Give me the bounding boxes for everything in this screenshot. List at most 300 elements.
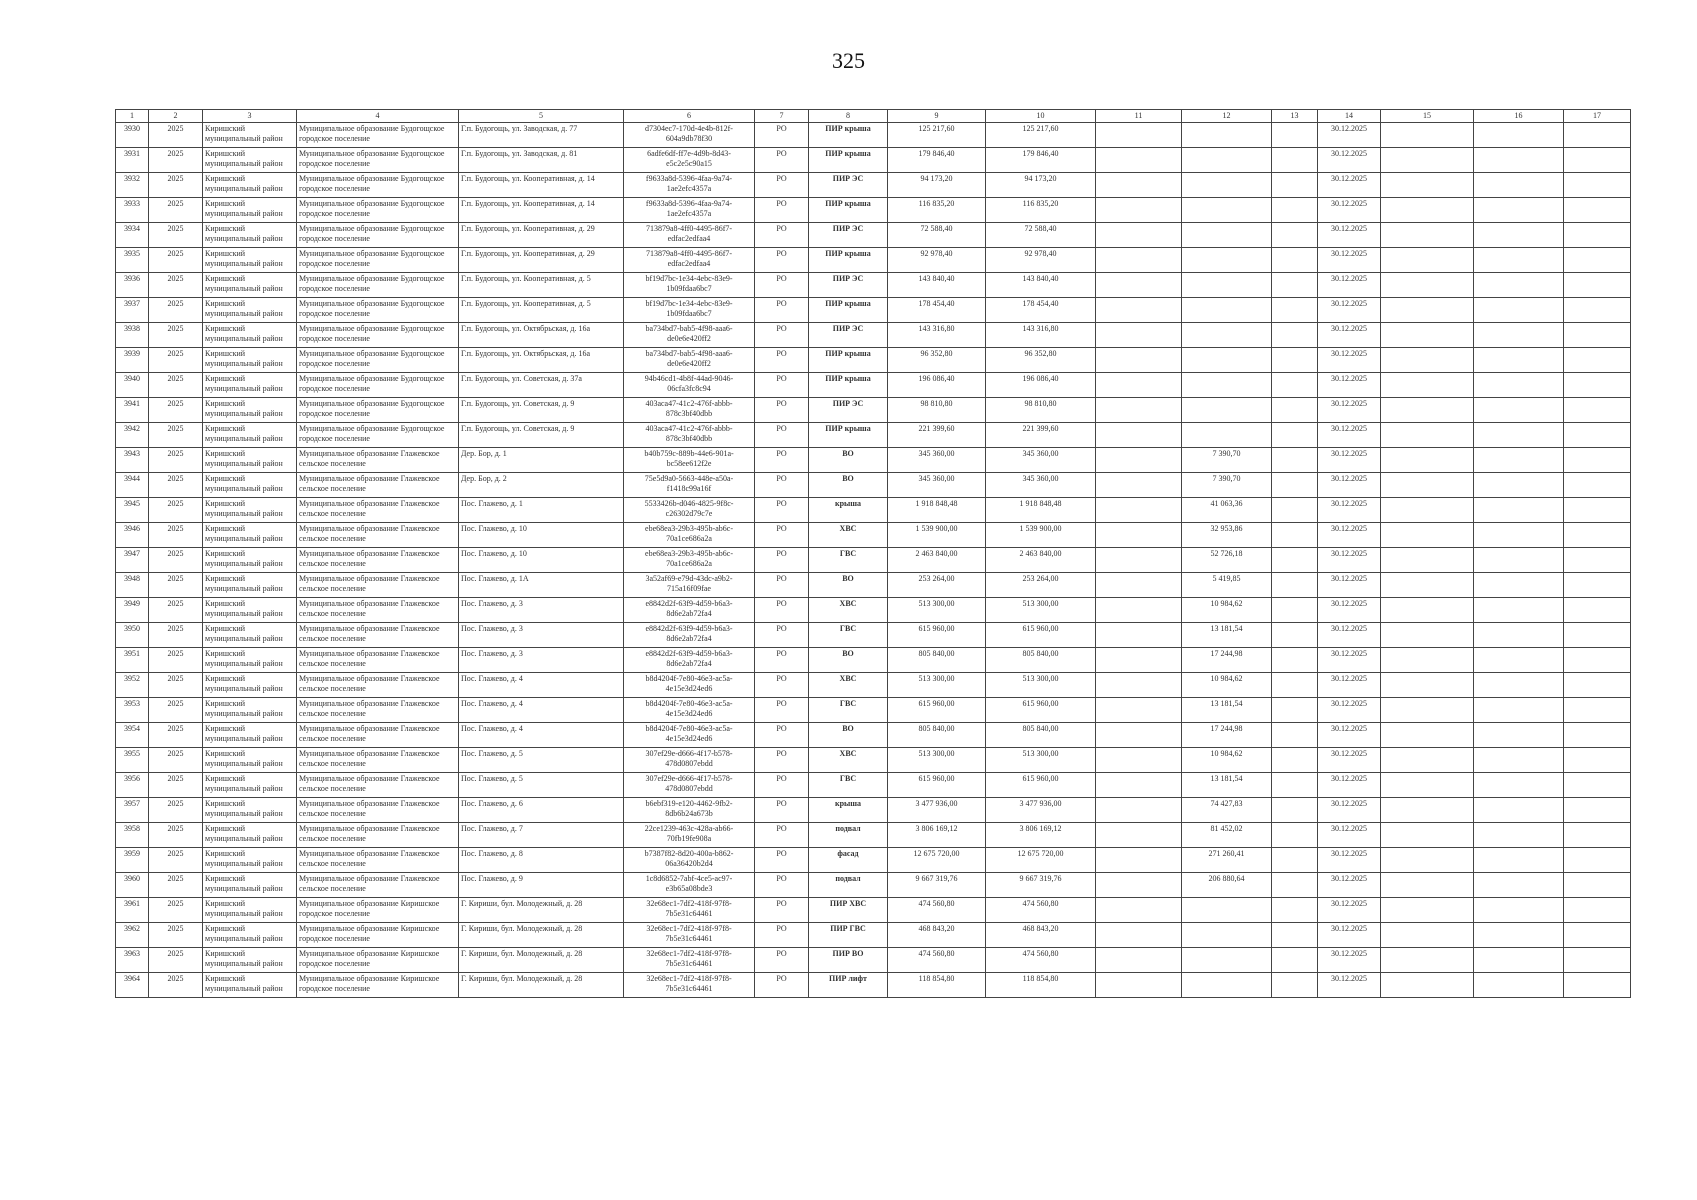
cell-address: Г.п. Будогощь, ул. Кооперативная, д. 29 xyxy=(459,248,624,273)
cell-cost-total: 92 978,40 xyxy=(888,248,986,273)
cell-year: 2025 xyxy=(149,498,203,523)
cell-col-13 xyxy=(1272,123,1318,148)
cell-col-15 xyxy=(1381,348,1474,373)
cell-col-17 xyxy=(1564,248,1631,273)
cell-col-13 xyxy=(1272,423,1318,448)
cell-col-12 xyxy=(1182,273,1272,298)
cell-col-11 xyxy=(1096,323,1182,348)
cell-col-11 xyxy=(1096,523,1182,548)
cell-cost-total: 615 960,00 xyxy=(888,623,986,648)
cell-address: Г.п. Будогощь, ул. Кооперативная, д. 5 xyxy=(459,273,624,298)
cell-col-13 xyxy=(1272,173,1318,198)
cell-col-12: 10 984,62 xyxy=(1182,748,1272,773)
cell-col-12: 74 427,83 xyxy=(1182,798,1272,823)
table-row xyxy=(116,123,1631,148)
cell-year: 2025 xyxy=(149,373,203,398)
cell-row-number: 3930 xyxy=(116,123,149,148)
cell-work-type: ГВС xyxy=(809,698,888,723)
cell-col-11 xyxy=(1096,598,1182,623)
cell-col-17 xyxy=(1564,398,1631,423)
cell-col-12 xyxy=(1182,923,1272,948)
table-row xyxy=(116,748,1631,773)
cell-program-type: РО xyxy=(755,348,809,373)
cell-house-guid: e8842d2f-63f9-4d59-b6a3-8d6e2ab72fa4 xyxy=(624,648,755,673)
cell-cost-fund: 345 360,00 xyxy=(986,448,1096,473)
cell-col-15 xyxy=(1381,823,1474,848)
cell-municipality: Муниципальное образование Глажевское сельское поселение xyxy=(297,598,459,623)
cell-col-15 xyxy=(1381,398,1474,423)
cell-cost-fund: 92 978,40 xyxy=(986,248,1096,273)
cell-municipality: Муниципальное образование Глажевское сельское поселение xyxy=(297,848,459,873)
cell-col-12: 13 181,54 xyxy=(1182,623,1272,648)
cell-address: Г.п. Будогощь, ул. Заводская, д. 77 xyxy=(459,123,624,148)
cell-col-17 xyxy=(1564,423,1631,448)
column-header-14: 14 xyxy=(1318,110,1381,123)
cell-work-type: ВО xyxy=(809,473,888,498)
cell-col-17 xyxy=(1564,573,1631,598)
cell-col-12: 10 984,62 xyxy=(1182,673,1272,698)
cell-col-13 xyxy=(1272,223,1318,248)
cell-district: Киришский муниципальный район xyxy=(203,948,297,973)
cell-house-guid: b8d4204f-7e80-46e3-ac5a-4e15e3d24ed6 xyxy=(624,723,755,748)
cell-col-12: 5 419,85 xyxy=(1182,573,1272,598)
cell-house-guid: 75e5d9a0-5663-448e-a50a-f1418c99a16f xyxy=(624,473,755,498)
cell-deadline-date: 30.12.2025 xyxy=(1318,123,1381,148)
cell-col-13 xyxy=(1272,873,1318,898)
cell-year: 2025 xyxy=(149,598,203,623)
cell-cost-total: 805 840,00 xyxy=(888,648,986,673)
cell-work-type: ПИР крыша xyxy=(809,348,888,373)
cell-row-number: 3932 xyxy=(116,173,149,198)
cell-col-11 xyxy=(1096,698,1182,723)
cell-district: Киришский муниципальный район xyxy=(203,798,297,823)
cell-district: Киришский муниципальный район xyxy=(203,523,297,548)
cell-district: Киришский муниципальный район xyxy=(203,348,297,373)
cell-year: 2025 xyxy=(149,573,203,598)
cell-work-type: ПИР крыша xyxy=(809,248,888,273)
cell-municipality: Муниципальное образование Киришское городское поселение xyxy=(297,948,459,973)
cell-col-12: 7 390,70 xyxy=(1182,473,1272,498)
cell-municipality: Муниципальное образование Глажевское сельское поселение xyxy=(297,873,459,898)
cell-work-type: ВО xyxy=(809,573,888,598)
cell-col-11 xyxy=(1096,173,1182,198)
cell-address: Г.п. Будогощь, ул. Заводская, д. 81 xyxy=(459,148,624,173)
cell-col-11 xyxy=(1096,923,1182,948)
cell-work-type: ГВС xyxy=(809,773,888,798)
cell-row-number: 3954 xyxy=(116,723,149,748)
cell-col-17 xyxy=(1564,373,1631,398)
table-row xyxy=(116,798,1631,823)
cell-deadline-date: 30.12.2025 xyxy=(1318,473,1381,498)
cell-col-16 xyxy=(1474,848,1564,873)
cell-cost-total: 474 560,80 xyxy=(888,898,986,923)
cell-col-16 xyxy=(1474,948,1564,973)
cell-col-15 xyxy=(1381,848,1474,873)
cell-address: Пос. Глажево, д. 10 xyxy=(459,548,624,573)
table-row xyxy=(116,823,1631,848)
cell-col-12: 7 390,70 xyxy=(1182,448,1272,473)
cell-cost-fund: 3 806 169,12 xyxy=(986,823,1096,848)
cell-col-12 xyxy=(1182,348,1272,373)
table-row xyxy=(116,523,1631,548)
cell-col-17 xyxy=(1564,448,1631,473)
cell-col-15 xyxy=(1381,598,1474,623)
cell-municipality: Муниципальное образование Глажевское сельское поселение xyxy=(297,648,459,673)
cell-address: Г. Кириши, бул. Молодежный, д. 28 xyxy=(459,923,624,948)
cell-house-guid: b8d4204f-7e80-46e3-ac5a-4e15e3d24ed6 xyxy=(624,698,755,723)
cell-deadline-date: 30.12.2025 xyxy=(1318,623,1381,648)
cell-deadline-date: 30.12.2025 xyxy=(1318,273,1381,298)
table-row xyxy=(116,773,1631,798)
cell-year: 2025 xyxy=(149,648,203,673)
table-row xyxy=(116,348,1631,373)
cell-cost-total: 615 960,00 xyxy=(888,698,986,723)
cell-program-type: РО xyxy=(755,123,809,148)
cell-cost-fund: 474 560,80 xyxy=(986,898,1096,923)
cell-col-16 xyxy=(1474,498,1564,523)
cell-district: Киришский муниципальный район xyxy=(203,898,297,923)
cell-col-16 xyxy=(1474,123,1564,148)
cell-cost-total: 468 843,20 xyxy=(888,923,986,948)
cell-cost-total: 116 835,20 xyxy=(888,198,986,223)
cell-work-type: крыша xyxy=(809,798,888,823)
cell-col-11 xyxy=(1096,873,1182,898)
cell-work-type: ГВС xyxy=(809,623,888,648)
table-row xyxy=(116,673,1631,698)
column-header-1: 1 xyxy=(116,110,149,123)
cell-col-16 xyxy=(1474,348,1564,373)
cell-house-guid: b8d4204f-7e80-46e3-ac5a-4e15e3d24ed6 xyxy=(624,673,755,698)
cell-work-type: крыша xyxy=(809,498,888,523)
cell-house-guid: bf19d7bc-1e34-4ebc-83e9-1b09fdaa6bc7 xyxy=(624,273,755,298)
cell-col-13 xyxy=(1272,398,1318,423)
cell-col-13 xyxy=(1272,448,1318,473)
cell-col-15 xyxy=(1381,248,1474,273)
table-row xyxy=(116,223,1631,248)
cell-col-12 xyxy=(1182,173,1272,198)
cell-house-guid: e8842d2f-63f9-4d59-b6a3-8d6e2ab72fa4 xyxy=(624,598,755,623)
cell-house-guid: 32e68ec1-7df2-418f-97f8-7b5e31c64461 xyxy=(624,898,755,923)
cell-district: Киришский муниципальный район xyxy=(203,398,297,423)
cell-col-11 xyxy=(1096,648,1182,673)
cell-col-12: 52 726,18 xyxy=(1182,548,1272,573)
cell-deadline-date: 30.12.2025 xyxy=(1318,798,1381,823)
cell-row-number: 3956 xyxy=(116,773,149,798)
cell-col-17 xyxy=(1564,598,1631,623)
cell-col-11 xyxy=(1096,398,1182,423)
cell-col-17 xyxy=(1564,473,1631,498)
cell-district: Киришский муниципальный район xyxy=(203,223,297,248)
cell-house-guid: 403aca47-41c2-476f-abbb-878c3bf40dbb xyxy=(624,423,755,448)
cell-cost-total: 98 810,80 xyxy=(888,398,986,423)
cell-row-number: 3933 xyxy=(116,198,149,223)
column-header-15: 15 xyxy=(1381,110,1474,123)
cell-col-15 xyxy=(1381,123,1474,148)
cell-address: Пос. Глажево, д. 1А xyxy=(459,573,624,598)
cell-year: 2025 xyxy=(149,673,203,698)
cell-row-number: 3952 xyxy=(116,673,149,698)
cell-municipality: Муниципальное образование Киришское городское поселение xyxy=(297,923,459,948)
cell-row-number: 3934 xyxy=(116,223,149,248)
cell-col-16 xyxy=(1474,723,1564,748)
cell-col-13 xyxy=(1272,698,1318,723)
cell-col-15 xyxy=(1381,473,1474,498)
cell-row-number: 3937 xyxy=(116,298,149,323)
cell-cost-fund: 116 835,20 xyxy=(986,198,1096,223)
cell-row-number: 3936 xyxy=(116,273,149,298)
cell-program-type: РО xyxy=(755,723,809,748)
cell-district: Киришский муниципальный район xyxy=(203,873,297,898)
cell-work-type: ПИР крыша xyxy=(809,198,888,223)
cell-col-11 xyxy=(1096,673,1182,698)
table-row xyxy=(116,548,1631,573)
cell-row-number: 3945 xyxy=(116,498,149,523)
cell-deadline-date: 30.12.2025 xyxy=(1318,148,1381,173)
cell-district: Киришский муниципальный район xyxy=(203,198,297,223)
cell-cost-total: 513 300,00 xyxy=(888,673,986,698)
cell-col-16 xyxy=(1474,523,1564,548)
cell-col-15 xyxy=(1381,798,1474,823)
cell-program-type: РО xyxy=(755,748,809,773)
cell-cost-fund: 474 560,80 xyxy=(986,948,1096,973)
cell-program-type: РО xyxy=(755,948,809,973)
cell-row-number: 3939 xyxy=(116,348,149,373)
cell-row-number: 3959 xyxy=(116,848,149,873)
table-row xyxy=(116,873,1631,898)
cell-municipality: Муниципальное образование Будогощское городское поселение xyxy=(297,173,459,198)
table-row xyxy=(116,198,1631,223)
cell-municipality: Муниципальное образование Будогощское городское поселение xyxy=(297,198,459,223)
cell-address: Пос. Глажево, д. 5 xyxy=(459,748,624,773)
cell-cost-total: 96 352,80 xyxy=(888,348,986,373)
cell-col-12: 13 181,54 xyxy=(1182,698,1272,723)
cell-district: Киришский муниципальный район xyxy=(203,448,297,473)
cell-program-type: РО xyxy=(755,273,809,298)
cell-col-12 xyxy=(1182,948,1272,973)
cell-cost-fund: 12 675 720,00 xyxy=(986,848,1096,873)
cell-col-17 xyxy=(1564,523,1631,548)
cell-cost-fund: 98 810,80 xyxy=(986,398,1096,423)
cell-col-15 xyxy=(1381,898,1474,923)
cell-work-type: ХВС xyxy=(809,598,888,623)
cell-deadline-date: 30.12.2025 xyxy=(1318,248,1381,273)
cell-address: Г.п. Будогощь, ул. Советская, д. 9 xyxy=(459,423,624,448)
cell-cost-total: 253 264,00 xyxy=(888,573,986,598)
cell-year: 2025 xyxy=(149,223,203,248)
cell-col-16 xyxy=(1474,623,1564,648)
table-row xyxy=(116,423,1631,448)
cell-col-16 xyxy=(1474,973,1564,998)
cell-col-15 xyxy=(1381,698,1474,723)
cell-col-13 xyxy=(1272,573,1318,598)
register-table-body xyxy=(116,123,1631,998)
cell-district: Киришский муниципальный район xyxy=(203,473,297,498)
cell-col-16 xyxy=(1474,823,1564,848)
cell-col-16 xyxy=(1474,398,1564,423)
cell-col-13 xyxy=(1272,773,1318,798)
cell-col-15 xyxy=(1381,973,1474,998)
cell-work-type: ПИР крыша xyxy=(809,423,888,448)
cell-cost-fund: 805 840,00 xyxy=(986,648,1096,673)
cell-col-12 xyxy=(1182,423,1272,448)
cell-year: 2025 xyxy=(149,198,203,223)
cell-col-12: 17 244,98 xyxy=(1182,723,1272,748)
cell-deadline-date: 30.12.2025 xyxy=(1318,323,1381,348)
cell-col-15 xyxy=(1381,523,1474,548)
cell-cost-fund: 615 960,00 xyxy=(986,623,1096,648)
cell-row-number: 3957 xyxy=(116,798,149,823)
cell-col-17 xyxy=(1564,348,1631,373)
cell-year: 2025 xyxy=(149,948,203,973)
cell-col-11 xyxy=(1096,273,1182,298)
cell-col-17 xyxy=(1564,723,1631,748)
cell-col-13 xyxy=(1272,323,1318,348)
cell-deadline-date: 30.12.2025 xyxy=(1318,173,1381,198)
cell-district: Киришский муниципальный район xyxy=(203,373,297,398)
cell-district: Киришский муниципальный район xyxy=(203,323,297,348)
cell-house-guid: 22ce1239-463c-428a-ab66-70fb19fe908a xyxy=(624,823,755,848)
cell-district: Киришский муниципальный район xyxy=(203,548,297,573)
cell-cost-total: 513 300,00 xyxy=(888,748,986,773)
cell-row-number: 3962 xyxy=(116,923,149,948)
cell-deadline-date: 30.12.2025 xyxy=(1318,398,1381,423)
cell-col-13 xyxy=(1272,898,1318,923)
cell-col-13 xyxy=(1272,923,1318,948)
cell-cost-fund: 253 264,00 xyxy=(986,573,1096,598)
cell-cost-total: 474 560,80 xyxy=(888,948,986,973)
cell-program-type: РО xyxy=(755,398,809,423)
column-header-8: 8 xyxy=(809,110,888,123)
cell-cost-total: 3 477 936,00 xyxy=(888,798,986,823)
cell-col-15 xyxy=(1381,448,1474,473)
cell-work-type: ГВС xyxy=(809,548,888,573)
cell-col-11 xyxy=(1096,948,1182,973)
cell-col-11 xyxy=(1096,898,1182,923)
cell-program-type: РО xyxy=(755,248,809,273)
cell-deadline-date: 30.12.2025 xyxy=(1318,298,1381,323)
cell-col-13 xyxy=(1272,473,1318,498)
cell-municipality: Муниципальное образование Глажевское сельское поселение xyxy=(297,798,459,823)
cell-col-11 xyxy=(1096,298,1182,323)
cell-col-17 xyxy=(1564,223,1631,248)
cell-district: Киришский муниципальный район xyxy=(203,148,297,173)
cell-district: Киришский муниципальный район xyxy=(203,648,297,673)
cell-deadline-date: 30.12.2025 xyxy=(1318,948,1381,973)
cell-municipality: Муниципальное образование Глажевское сельское поселение xyxy=(297,573,459,598)
cell-col-12: 41 063,36 xyxy=(1182,498,1272,523)
cell-district: Киришский муниципальный район xyxy=(203,698,297,723)
cell-col-11 xyxy=(1096,448,1182,473)
cell-col-13 xyxy=(1272,798,1318,823)
cell-cost-fund: 178 454,40 xyxy=(986,298,1096,323)
cell-col-16 xyxy=(1474,173,1564,198)
cell-cost-total: 12 675 720,00 xyxy=(888,848,986,873)
table-row xyxy=(116,848,1631,873)
table-row xyxy=(116,323,1631,348)
cell-col-12: 13 181,54 xyxy=(1182,773,1272,798)
cell-col-17 xyxy=(1564,198,1631,223)
cell-col-12 xyxy=(1182,398,1272,423)
cell-municipality: Муниципальное образование Глажевское сельское поселение xyxy=(297,498,459,523)
cell-house-guid: 94b46cd1-4b8f-44ad-9046-06cfa3fc8c94 xyxy=(624,373,755,398)
cell-house-guid: 32e68ec1-7df2-418f-97f8-7b5e31c64461 xyxy=(624,973,755,998)
cell-address: Пос. Глажево, д. 9 xyxy=(459,873,624,898)
cell-col-12: 32 953,86 xyxy=(1182,523,1272,548)
cell-address: Пос. Глажево, д. 1 xyxy=(459,498,624,523)
cell-col-13 xyxy=(1272,973,1318,998)
cell-col-16 xyxy=(1474,548,1564,573)
cell-col-12: 271 260,41 xyxy=(1182,848,1272,873)
cell-program-type: РО xyxy=(755,923,809,948)
cell-address: Пос. Глажево, д. 8 xyxy=(459,848,624,873)
cell-deadline-date: 30.12.2025 xyxy=(1318,223,1381,248)
cell-col-12: 17 244,98 xyxy=(1182,648,1272,673)
cell-col-17 xyxy=(1564,873,1631,898)
cell-col-12 xyxy=(1182,298,1272,323)
cell-program-type: РО xyxy=(755,873,809,898)
cell-address: Пос. Глажево, д. 10 xyxy=(459,523,624,548)
cell-col-12 xyxy=(1182,248,1272,273)
cell-house-guid: 32e68ec1-7df2-418f-97f8-7b5e31c64461 xyxy=(624,948,755,973)
column-header-4: 4 xyxy=(297,110,459,123)
cell-col-13 xyxy=(1272,198,1318,223)
cell-program-type: РО xyxy=(755,648,809,673)
cell-col-16 xyxy=(1474,298,1564,323)
cell-deadline-date: 30.12.2025 xyxy=(1318,348,1381,373)
cell-district: Киришский муниципальный район xyxy=(203,673,297,698)
cell-col-15 xyxy=(1381,548,1474,573)
cell-cost-total: 3 806 169,12 xyxy=(888,823,986,848)
cell-col-12 xyxy=(1182,198,1272,223)
cell-district: Киришский муниципальный район xyxy=(203,423,297,448)
cell-cost-total: 805 840,00 xyxy=(888,723,986,748)
cell-col-17 xyxy=(1564,498,1631,523)
cell-program-type: РО xyxy=(755,323,809,348)
cell-work-type: ПИР ЭС xyxy=(809,323,888,348)
cell-col-17 xyxy=(1564,323,1631,348)
cell-col-13 xyxy=(1272,348,1318,373)
cell-program-type: РО xyxy=(755,173,809,198)
cell-col-17 xyxy=(1564,848,1631,873)
cell-deadline-date: 30.12.2025 xyxy=(1318,673,1381,698)
cell-col-13 xyxy=(1272,673,1318,698)
cell-row-number: 3951 xyxy=(116,648,149,673)
cell-row-number: 3960 xyxy=(116,873,149,898)
cell-address: Пос. Глажево, д. 3 xyxy=(459,623,624,648)
cell-house-guid: ebe68ea3-29b3-495b-ab6c-70a1ce686a2a xyxy=(624,523,755,548)
cell-house-guid: b6ebf319-e120-4462-9fb2-8db6b24a673b xyxy=(624,798,755,823)
cell-house-guid: 32e68ec1-7df2-418f-97f8-7b5e31c64461 xyxy=(624,923,755,948)
cell-municipality: Муниципальное образование Глажевское сельское поселение xyxy=(297,673,459,698)
cell-col-11 xyxy=(1096,223,1182,248)
cell-col-11 xyxy=(1096,423,1182,448)
cell-year: 2025 xyxy=(149,773,203,798)
cell-program-type: РО xyxy=(755,823,809,848)
cell-col-16 xyxy=(1474,673,1564,698)
cell-col-13 xyxy=(1272,248,1318,273)
cell-program-type: РО xyxy=(755,473,809,498)
cell-col-13 xyxy=(1272,748,1318,773)
cell-address: Пос. Глажево, д. 3 xyxy=(459,598,624,623)
cell-col-17 xyxy=(1564,648,1631,673)
cell-col-15 xyxy=(1381,623,1474,648)
cell-work-type: ХВС xyxy=(809,673,888,698)
cell-col-13 xyxy=(1272,723,1318,748)
cell-col-17 xyxy=(1564,273,1631,298)
column-header-5: 5 xyxy=(459,110,624,123)
cell-deadline-date: 30.12.2025 xyxy=(1318,748,1381,773)
cell-work-type: ПИР ГВС xyxy=(809,923,888,948)
